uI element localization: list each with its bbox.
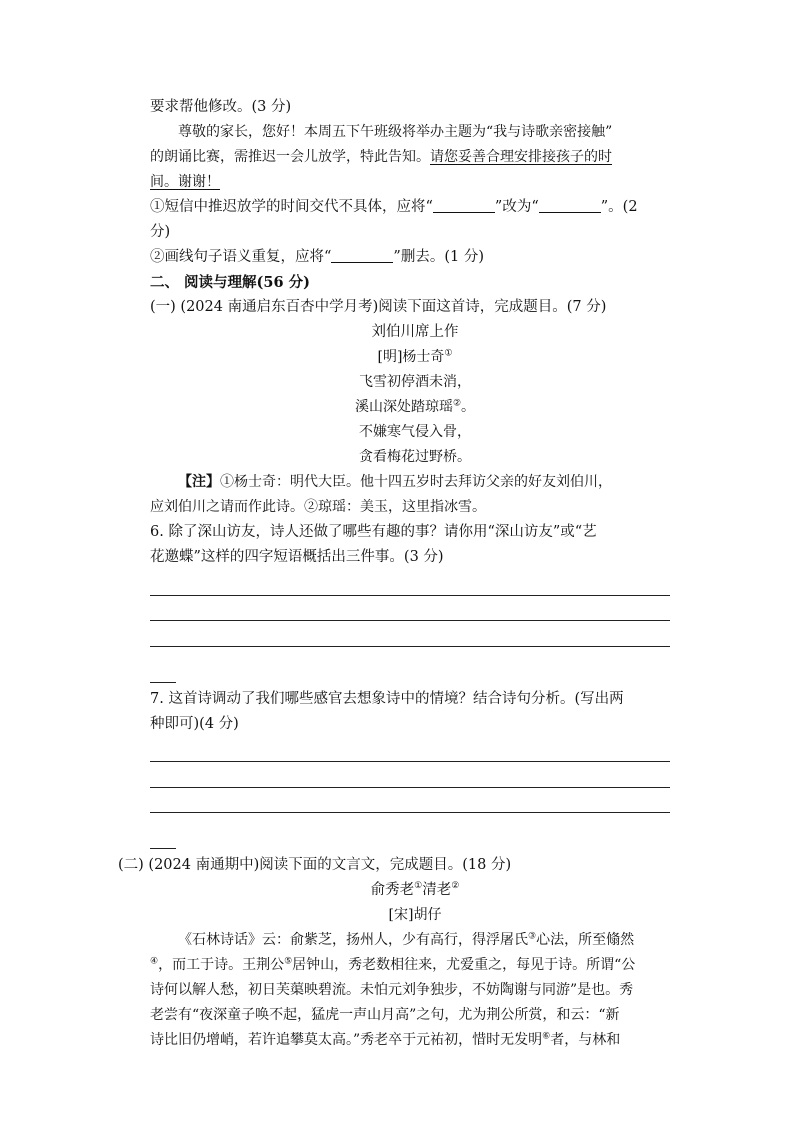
answer-line[interactable] [150, 762, 670, 788]
sms-text: 的朗诵比赛，需推迟一会儿放学，特此告知。 [150, 149, 430, 165]
subquestion-2-score: ”删去。(1 分) [393, 249, 484, 265]
poem-line-2-text: 溪山深处踏琼瑶 [354, 399, 453, 415]
prose-text: 诗比旧仍增峭，若许追攀莫太高。”秀老卒于元祐初，惜时无发明 [150, 1032, 543, 1048]
part-1-heading: (一) (2024 南通启东百杏中学月考)阅读下面这首诗，完成题目。(7 分) [150, 299, 607, 315]
note-label: 【注】 [178, 474, 220, 490]
prose-line-1 [150, 928, 680, 953]
poem-author-name: [明]杨士奇 [377, 349, 445, 365]
answer-line[interactable] [150, 621, 670, 647]
subquestion-1-text-mid: ”改为“ [494, 199, 539, 215]
prose-line-4: 老尝有“夜深童子唤不起，猛虎一声山月高”之句，尤为荆公所赏，和云：“新 [150, 1007, 620, 1023]
answer-line-short[interactable] [150, 670, 176, 683]
poem-author [150, 345, 680, 370]
question-7-line-1: 7. 这首诗调动了我们哪些感官去想象诗中的情境？结合诗句分析。(写出两 [150, 690, 624, 707]
prose-title [150, 878, 680, 903]
footnote-marker: ⑥ [542, 1031, 551, 1042]
prose-line-5 [150, 1028, 680, 1053]
answer-line[interactable] [150, 737, 670, 763]
subquestion-2-text: ②画线句子语义重复，应将“ [150, 249, 332, 265]
answer-line[interactable] [150, 788, 670, 814]
subquestion-1 [150, 195, 680, 220]
question-6-answer-area[interactable] [150, 570, 680, 683]
footnote-marker: ② [451, 881, 460, 892]
prose-text: 居钟山，秀老数相往来，尤爱重之，每见于诗。所谓“公 [292, 957, 636, 973]
sms-underlined-sentence: 请您妥善合理安排接孩子的时 [430, 149, 612, 165]
poem-line-1: 飞雪初停酒未消， [359, 374, 471, 390]
prose-title-a: 俞秀老 [370, 882, 415, 898]
section-heading-reading: 二、 阅读与理解(56 分) [150, 274, 310, 291]
answer-blank[interactable] [331, 248, 393, 263]
footnote-marker: ③ [528, 931, 537, 942]
subquestion-1-text: ①短信中推迟放学的时间交代不具体，应将“ [150, 199, 433, 215]
question-6-line-1: 6. 除了深山访友，诗人还做了哪些有趣的事？请你用“深山访友”或“艺 [150, 524, 597, 540]
poem-note-line-1 [150, 470, 680, 495]
part-2-heading: (二) (2024 南通期中)阅读下面的文言文，完成题目。(18 分) [118, 857, 512, 873]
question-7-answer-area[interactable] [150, 737, 680, 850]
footnote-marker: ④ [150, 956, 159, 967]
prose-text: 者，与林和 [550, 1032, 621, 1048]
subquestion-1-cont: 分) [150, 224, 171, 240]
subquestion-2 [150, 245, 680, 270]
question-7-line-2: 种即可)(4 分) [150, 715, 239, 732]
answer-blank[interactable] [539, 198, 601, 213]
question-6-line-2: 花邀蝶”这样的四字短语概括出三件事。(3 分) [150, 549, 444, 565]
poem-line-4: 贪看梅花过野桥。 [359, 449, 471, 465]
prose-author: [宋]胡仔 [388, 907, 442, 923]
prose-line-2 [150, 953, 680, 978]
poem-title: 刘伯川席上作 [371, 324, 459, 340]
footnote-marker: ① [444, 348, 453, 359]
answer-line[interactable] [150, 570, 670, 596]
answer-line[interactable] [150, 596, 670, 622]
worksheet-page [118, 95, 680, 1053]
footnote-marker: ② [452, 398, 462, 409]
prose-line-3: 诗何以解人愁，初日芙蕖映碧流。未怕元刘争独步，不妨陶谢与同游”是也。秀 [150, 982, 634, 998]
sms-paragraph-line-1: 尊敬的家长，您好！本周五下午班级将举办主题为“我与诗歌亲密接触” [178, 124, 613, 140]
sms-paragraph-line-3 [150, 170, 680, 195]
footnote-marker: ① [414, 881, 423, 892]
poem-note-line-2: 应刘伯川之请而作此诗。②琼瑶：美玉，这里指冰雪。 [150, 499, 486, 515]
subquestion-1-score: ”。(2 [600, 199, 638, 215]
prose-text: ，而工于诗。王荆公 [158, 957, 285, 973]
sms-underlined-sentence-end: 间。谢谢！ [150, 174, 220, 190]
prose-title-b: 清老 [422, 882, 452, 898]
answer-blank[interactable] [433, 198, 495, 213]
question-5-tail: 要求帮他修改。(3 分) [150, 99, 292, 115]
note-text: ①杨士奇：明代大臣。他十四五岁时去拜访父亲的好友刘伯川， [220, 474, 612, 490]
answer-line-short[interactable] [150, 836, 176, 849]
prose-text: 《石林诗话》云：俞紫芝，扬州人，少有高行，得浮屠氏 [178, 932, 528, 948]
poem-line-3: 不嫌寒气侵入骨， [359, 424, 471, 440]
footnote-marker: ⑤ [284, 956, 293, 967]
prose-text: 心法，所至翛然 [536, 932, 635, 948]
poem-line-2 [150, 395, 680, 420]
sms-paragraph-line-2 [150, 145, 680, 170]
poem-line-2-end: 。 [461, 399, 476, 415]
